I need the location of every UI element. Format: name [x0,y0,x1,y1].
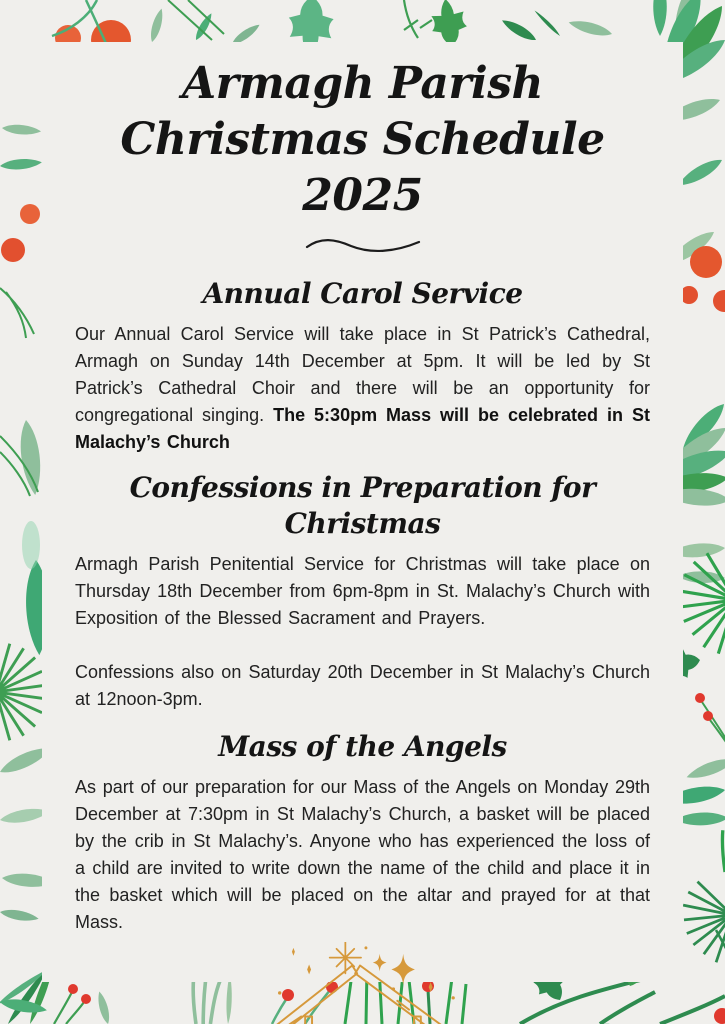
section-heading-confessions: Confessions in Preparation for Christmas [129,471,596,540]
confessions-paragraph-2: Confessions also on Saturday 20th December in St Malachy’s Church at 12noon-3pm. [75,662,650,709]
carol-service-bold-note: The 5:30pm Mass will be celebrated in St Malachy’s Church [75,405,650,452]
page-title [75,42,650,224]
section-heading-carol-service: Annual Carol Service [202,277,523,310]
content-panel [42,42,683,982]
page-title-line2: Christmas Schedule 2025 [120,114,605,221]
squiggle-divider-icon [303,234,423,256]
mass-of-angels-paragraph: As part of our preparation for our Mass of the Angels on Monday 29th December at 7:30pm in St Malachy’s Church, a basket will be placed by the crib in St Malachy’s. Anyone who has experienced the loss of a child are invited to write down the name of the child and place it in the basket which will be placed on the altar and prayed for at that Mass. [75,777,650,932]
carol-service-text: Our Annual Carol Service will take place in St Patrick’s Cathedral, Armagh on Sunday 14th December at 5pm. It will be led by St Patrick’s Cathedral Choir and there will be an opportunity for congregational singing. [75,324,650,425]
stable-icon [260,966,459,1024]
section-heading-mass-of-angels: Mass of the Angels [218,730,507,763]
nativity-scene-illustration [248,942,478,1024]
carol-service-paragraph [75,321,650,456]
page-title-line1: Armagh Parish [181,58,544,109]
confessions-paragraph-1: Armagh Parish Penitential Service for Christmas will take place on Thursday 18th December from 6pm-8pm in St. Malachy’s Church with Exposition of the Blessed Sacrament and Prayers. [75,554,650,628]
